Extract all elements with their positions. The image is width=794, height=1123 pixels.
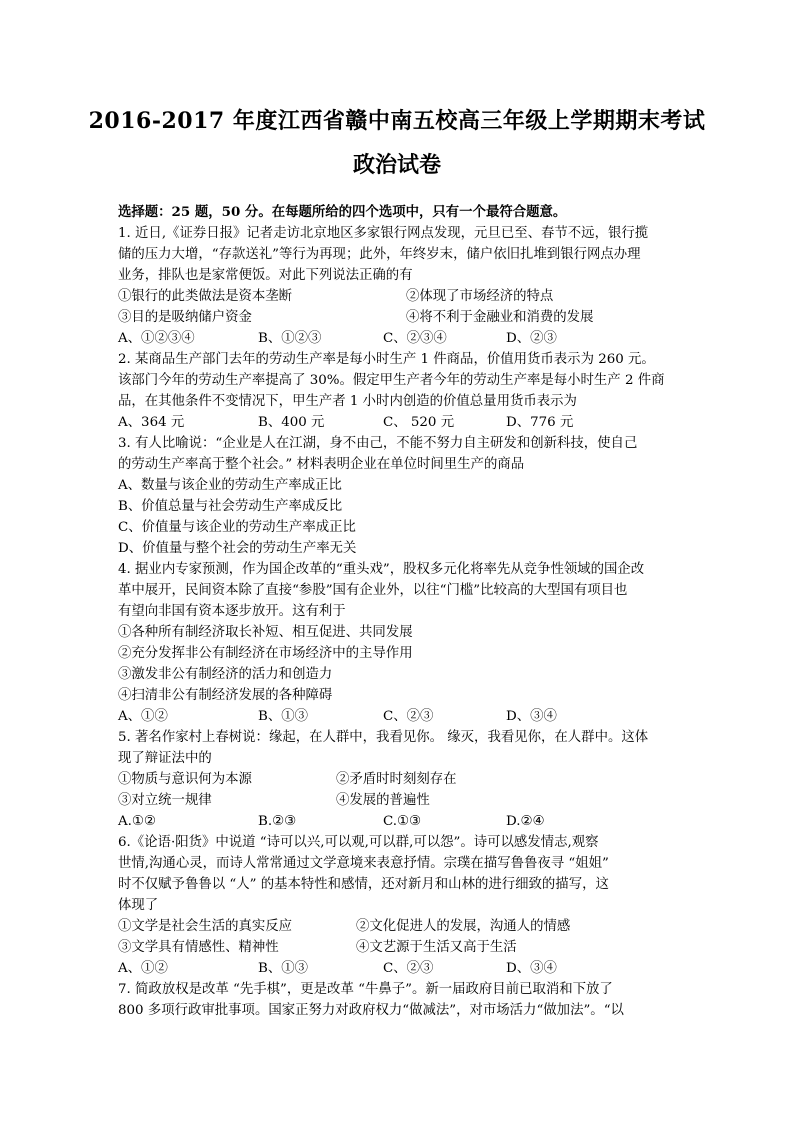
q1-choice-a: A、①②③④ <box>118 331 195 346</box>
q1-choices <box>118 328 683 349</box>
q5-choice-a: A.①② <box>118 814 156 829</box>
q4-stem-line: 有望向非国有资本逐步放开。这有利于 <box>118 604 346 619</box>
q2-stem-line: 品，在其他条件不变情况下，甲生产者 1 小时内创造的价值总量用货币表示为 <box>118 394 577 409</box>
q6-stem-line: 体现了 <box>118 898 159 913</box>
q4-statement: ①各种所有制经济取长补短、相互促进、共同发展 <box>118 625 413 640</box>
q2-choice-b: B、400 元 <box>258 415 325 430</box>
q3-stem-line: 的劳动生产率高于整个社会。” 材料表明企业在单位时间里生产的商品 <box>118 457 525 472</box>
q5-stem-line: 现了辩证法中的 <box>118 751 212 766</box>
q6-statement: ④文艺源于生活又高于生活 <box>356 940 517 955</box>
q1-statement: ③目的是吸纳储户资金 <box>118 310 252 325</box>
q6-stem-line: 世情,沟通心灵，而诗人常常通过文学意境来表意抒情。宗璞在描写鲁鲁夜寻 “姐姐” <box>118 856 609 871</box>
q4-statement: ④扫清非公有制经济发展的各种障碍 <box>118 688 333 703</box>
q5-stem-line: 5. 著名作家村上春树说：缘起，在人群中，我看见你。 缘灭，我看见你，在人群中。这体 <box>118 730 649 745</box>
q4-choice-a: A、①② <box>118 709 168 724</box>
q3-choice-d: D、价值量与整个社会的劳动生产率无关 <box>118 541 357 556</box>
q6-choice-c: C、②③ <box>383 961 434 976</box>
q1-choice-b: B、①②③ <box>258 331 322 346</box>
q6-statement-row <box>118 916 683 937</box>
q5-choices <box>118 811 683 832</box>
q2-choice-a: A、364 元 <box>118 415 185 430</box>
q1-choice-c: C、②③④ <box>383 331 447 346</box>
q5-choice-d: D.②④ <box>506 814 545 829</box>
q6-statement-row <box>118 937 683 958</box>
q4-choice-d: D、③④ <box>506 709 557 724</box>
q4-stem-line: 4. 据业内专家预测，作为国企改革的“重头戏”，股权多元化将率先从竞争性领域的国企改 <box>118 562 645 577</box>
q6-statement: ③文学具有情感性、精神性 <box>118 940 279 955</box>
q1-choice-d: D、②③ <box>506 331 557 346</box>
q7-stem-line: 800 多项行政审批事项。国家正努力对政府权力“做减法”，对市场活力“做加法”。“以 <box>118 1003 624 1018</box>
q6-stem-line: 时不仅赋予鲁鲁以 “人” 的基本特性和感情，还对新月和山林的进行细致的描写，这 <box>118 877 609 892</box>
exam-title: 2016-2017 年度江西省赣中南五校高三年级上学期期末考试 <box>88 108 706 134</box>
q5-choice-b: B.②③ <box>258 814 297 829</box>
q5-statement-row <box>118 790 683 811</box>
q2-choices <box>118 412 683 433</box>
exam-body <box>118 202 683 1021</box>
q1-statement-row <box>118 286 683 307</box>
q3-choice-a: A、数量与该企业的劳动生产率成正比 <box>118 478 342 493</box>
q3-choice-c: C、价值量与该企业的劳动生产率成正比 <box>118 520 356 535</box>
q4-choices <box>118 706 683 727</box>
q6-choices <box>118 958 683 979</box>
q6-statement: ②文化促进人的发展，沟通人的情感 <box>356 919 571 934</box>
q2-stem-line: 该部门今年的劳动生产率提高了 30%。假定甲生产者今年的劳动生产率是每小时生产 2 件商 <box>118 373 665 388</box>
q1-statement: ④将不利于金融业和消费的发展 <box>406 310 594 325</box>
instructions: 选择题：25 题，50 分。在每题所给的四个选项中，只有一个最符合题意。 <box>118 204 567 220</box>
q6-choice-d: D、③④ <box>506 961 557 976</box>
q1-statement: ②体现了市场经济的特点 <box>406 289 554 304</box>
q5-statement: ④发展的普遍性 <box>336 793 430 808</box>
q5-statement: ③对立统一规律 <box>118 793 212 808</box>
q3-choice-b: B、价值总量与社会劳动生产率成反比 <box>118 499 343 514</box>
q4-statement: ③激发非公有制经济的活力和创造力 <box>118 667 333 682</box>
q5-choice-c: C.①③ <box>383 814 422 829</box>
exam-subtitle: 政治试卷 <box>352 152 441 178</box>
q4-choice-b: B、①③ <box>258 709 309 724</box>
q6-choice-b: B、①③ <box>258 961 309 976</box>
q1-stem-line: 1. 近日,《证券日报》记者走访北京地区多家银行网点发现，元旦已至、春节不远，银行揽 <box>118 226 649 241</box>
q5-statement-row <box>118 769 683 790</box>
q4-statement: ②充分发挥非公有制经济在市场经济中的主导作用 <box>118 646 413 661</box>
q2-choice-d: D、776 元 <box>506 415 574 430</box>
q5-statement: ②矛盾时时刻刻存在 <box>336 772 457 787</box>
q6-stem-line: 6.《论语·阳货》中说道 “诗可以兴,可以观,可以群,可以怨”。诗可以感发情志,观察 <box>118 835 599 850</box>
q4-choice-c: C、②③ <box>383 709 434 724</box>
q1-statement-row <box>118 307 683 328</box>
q5-statement: ①物质与意识何为本源 <box>118 772 252 787</box>
q7-stem-line: 7. 简政放权是改革 “先手棋”，更是改革 “牛鼻子”。新一届政府目前已取消和下放了 <box>118 982 613 997</box>
q2-choice-c: C、 520 元 <box>383 415 455 430</box>
q1-statement: ①银行的此类做法是资本垄断 <box>118 289 293 304</box>
q6-statement: ①文学是社会生活的真实反应 <box>118 919 293 934</box>
q4-stem-line: 革中展开，民间资本除了直接“参股”国有企业外，以往“门槛”比较高的大型国有项目也 <box>118 583 628 598</box>
q1-stem-line: 业务，排队也是家常便饭。对此下列说法正确的有 <box>118 268 413 283</box>
q6-choice-a: A、①② <box>118 961 168 976</box>
q2-stem-line: 2. 某商品生产部门去年的劳动生产率是每小时生产 1 件商品，价值用货币表示为 260 元。 <box>118 352 655 367</box>
q3-stem-line: 3. 有人比喻说：“企业是人在江湖，身不由己，不能不努力自主研发和创新科技，使自己 <box>118 436 638 451</box>
q1-stem-line: 储的压力大增，“存款送礼”等行为再现；此外，年终岁末，储户依旧扎堆到银行网点办理 <box>118 247 641 262</box>
